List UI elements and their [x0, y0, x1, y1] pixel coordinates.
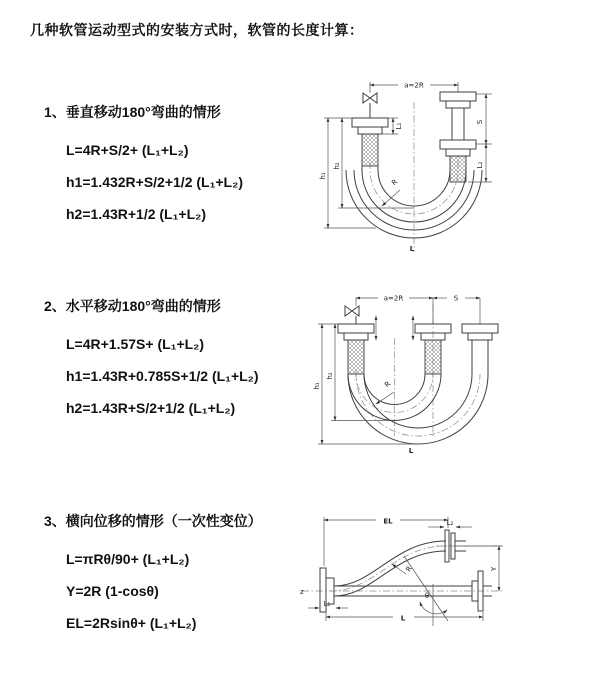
formula-length: L=4R+S/2+ (L₁+L₂) — [66, 142, 189, 158]
diagram-vertical-180-svg — [312, 70, 595, 262]
valve-icon — [345, 306, 359, 316]
dim-label-l1: L₁ — [323, 600, 331, 608]
dim-stroke-s — [468, 94, 492, 182]
dim-label-s: S — [453, 294, 459, 303]
formula-h2: h2=1.43R+1/2 (L₁+L₂) — [66, 206, 207, 222]
diagram-lateral-svg — [296, 506, 600, 648]
braided-hose-section — [450, 156, 466, 182]
formula-h1: h1=1.43R+0.785S+1/2 (L₁+L₂) — [66, 368, 259, 384]
section-heading: 3、横向位移的情形（一次性变位） — [44, 513, 262, 529]
braided-hose-section — [362, 134, 378, 166]
length-label: L — [400, 614, 406, 623]
dim-label-el: EL — [383, 517, 393, 526]
section-heading: 1、垂直移动180°弯曲的情形 — [44, 104, 221, 120]
stroke-indicator-arrows — [376, 316, 413, 340]
diagram-lateral-displacement — [296, 506, 600, 648]
length-label: L — [408, 447, 414, 455]
dim-length — [326, 610, 483, 623]
valve-icon — [363, 93, 377, 103]
diagram-horizontal-180-svg — [308, 286, 600, 466]
centerline-break-mark: z — [300, 588, 304, 596]
radius-label: R — [404, 564, 414, 574]
section-vertical-180 — [44, 102, 243, 230]
dim-width — [370, 82, 458, 90]
length-label: L — [409, 245, 415, 253]
formula-el: EL=2Rsinθ+ (L₁+L₂) — [66, 615, 197, 631]
diagram-horizontal-180-bend — [308, 286, 600, 466]
hose-u-bend-pos2 — [348, 340, 488, 444]
section-heading: 2、水平移动180°弯曲的情形 — [44, 298, 221, 314]
dim-y — [456, 546, 503, 591]
radius-label: R — [390, 177, 400, 188]
left-fitting — [338, 298, 374, 374]
formula-y: Y=2R (1-cosθ) — [66, 583, 159, 599]
formula-length: L=4R+1.57S+ (L₁+L₂) — [66, 336, 205, 352]
page-title: 几种软管运动型式的安装方式时，软管的长度计算： — [30, 22, 364, 38]
dim-label-h1: h₁ — [313, 382, 321, 390]
right-fitting — [462, 298, 498, 340]
dim-label-h2: h₂ — [326, 372, 334, 380]
dim-label-width: a=2R — [404, 81, 424, 90]
dim-l1 — [308, 600, 348, 608]
dim-stroke-s — [433, 295, 480, 303]
formula-h1: h1=1.432R+S/2+1/2 (L₁+L₂) — [66, 174, 243, 190]
dim-l1 — [380, 118, 403, 134]
dim-width — [356, 295, 433, 303]
dim-label-l1: L₁ — [395, 122, 403, 130]
dim-label-l2: L₂ — [476, 161, 484, 169]
theta-label: θ — [424, 592, 430, 600]
dim-label-h1: h₁ — [319, 172, 327, 180]
braided-hose-section — [425, 340, 441, 374]
radius-label: R — [383, 379, 393, 390]
dim-el — [324, 517, 448, 566]
dim-label-s: S — [476, 119, 484, 125]
braided-hose-section — [348, 340, 364, 374]
diagram-vertical-180-bend — [312, 70, 595, 262]
formula-length: L=πRθ/90+ (L₁+L₂) — [66, 551, 190, 567]
section-lateral-displacement — [44, 511, 262, 639]
right-fitting — [440, 82, 476, 182]
section-horizontal-180 — [44, 296, 259, 424]
formula-list — [66, 134, 243, 230]
left-fitting — [352, 82, 388, 166]
dim-label-l2: L₂ — [446, 519, 454, 527]
dim-label-y: Y — [490, 566, 498, 572]
formula-list — [66, 328, 259, 424]
dim-label-h2: h₂ — [333, 162, 341, 170]
dim-label-width: a=2R — [383, 294, 404, 303]
formula-h2: h2=1.43R+S/2+1/2 (L₁+L₂) — [66, 400, 236, 416]
formula-list — [66, 543, 262, 639]
